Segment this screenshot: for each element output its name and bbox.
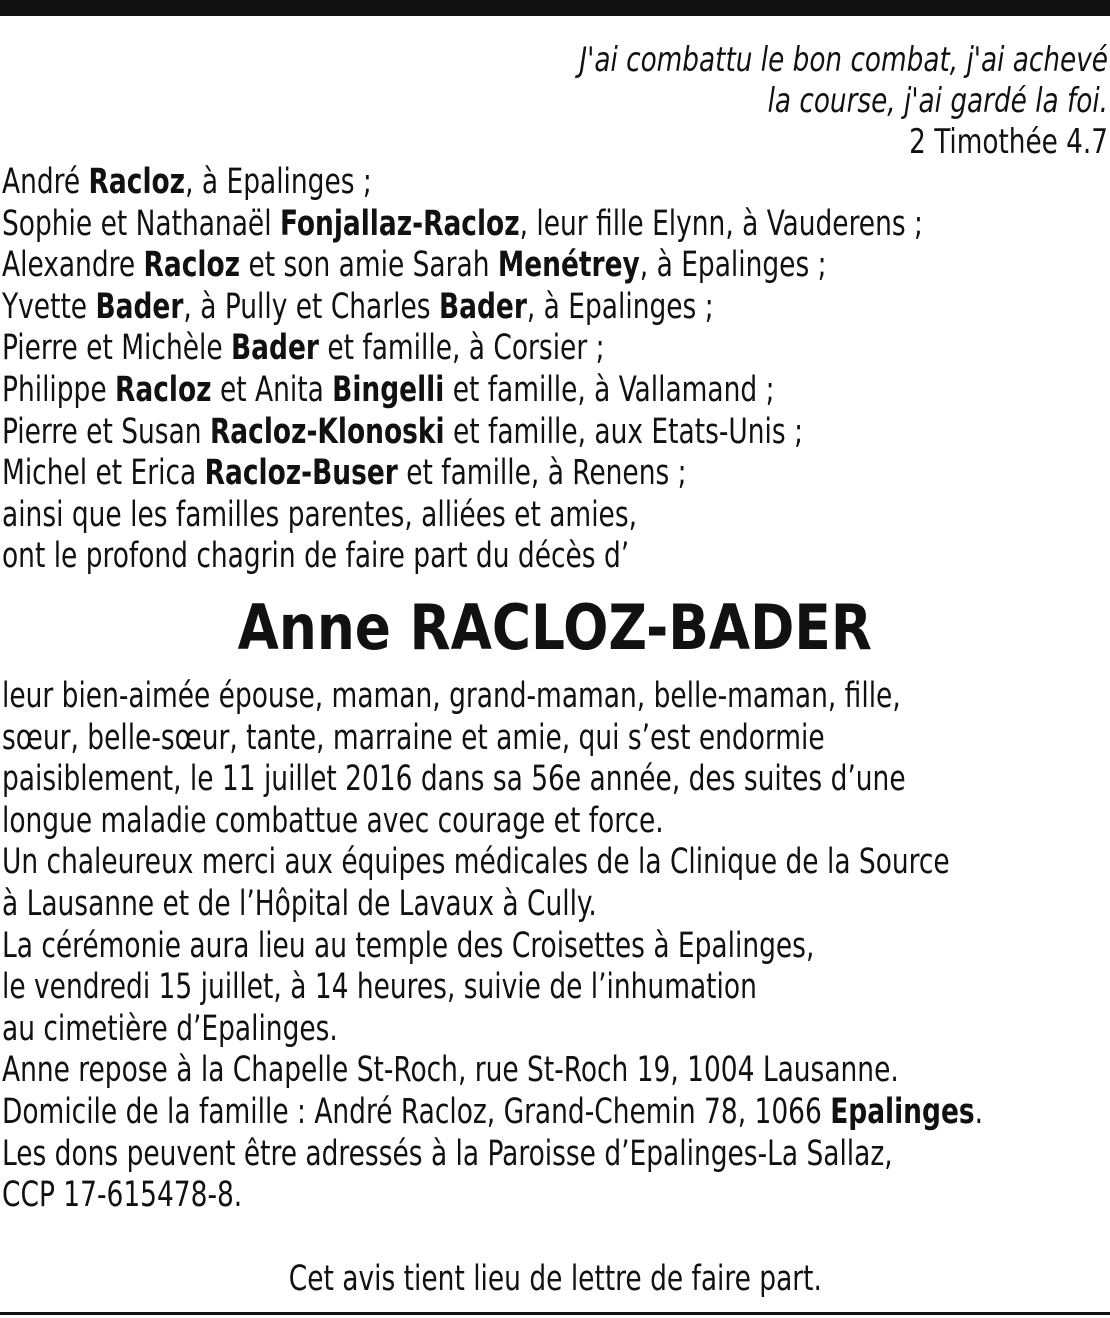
domicile-line: Domicile de la famille : André Racloz, Grand-Chemin 78, 1066 Epalinges. bbox=[2, 1091, 984, 1132]
body-line: Anne repose à la Chapelle St-Roch, rue St-Roch 19, 1004 Lausanne. bbox=[2, 1050, 899, 1091]
quote-line-1: J'ai combattu le bon combat, j'ai achevé bbox=[579, 40, 1108, 80]
notice-body bbox=[2, 676, 983, 1217]
family-line: Pierre et Susan Racloz-Klonoski et famille, aux Etats-Unis ; bbox=[2, 411, 803, 452]
family-line: Philippe Racloz et Anita Bingelli et famille, à Vallamand ; bbox=[2, 369, 775, 410]
family-list bbox=[2, 162, 923, 578]
family-line: Michel et Erica Racloz-Buser et famille, à Renens ; bbox=[2, 453, 687, 494]
donations-line: Les dons peuvent être adressés à la Paroisse d’Epalinges-La Sallaz, bbox=[2, 1133, 893, 1174]
family-line: ont le profond chagrin de faire part du décès d’ bbox=[2, 536, 630, 577]
body-line: paisiblement, le 11 juillet 2016 dans sa 56e année, des suites d’une bbox=[2, 759, 906, 800]
family-line: ainsi que les familles parentes, alliées et amies, bbox=[2, 494, 638, 535]
family-line: Yvette Bader, à Pully et Charles Bader, à Epalinges ; bbox=[2, 286, 714, 327]
body-line: longue maladie combattue avec courage et force. bbox=[2, 800, 664, 841]
family-line: André Racloz, à Epalinges ; bbox=[2, 162, 372, 202]
top-rule bbox=[0, 0, 1110, 16]
family-line: Alexandre Racloz et son amie Sarah Menétrey, à Epalinges ; bbox=[2, 245, 827, 286]
body-line: au cimetière d’Epalinges. bbox=[2, 1008, 338, 1049]
quote-reference: 2 Timothée 4.7 bbox=[909, 122, 1108, 162]
body-line: Un chaleureux merci aux équipes médicales de la Clinique de la Source bbox=[2, 842, 950, 883]
donations-line: CCP 17-615478-8. bbox=[2, 1175, 243, 1216]
body-line: leur bien-aimée épouse, maman, grand-maman, belle-maman, fille, bbox=[2, 676, 901, 716]
body-line: La cérémonie aura lieu au temple des Croisettes à Epalinges, bbox=[2, 925, 815, 966]
bottom-rule bbox=[0, 1312, 1110, 1315]
closing-note: Cet avis tient lieu de lettre de faire part. bbox=[288, 1259, 822, 1299]
quote-line-2: la course, j'ai gardé la foi. bbox=[767, 81, 1108, 121]
family-line: Sophie et Nathanaël Fonjallaz-Racloz, leur fille Elynn, à Vauderens ; bbox=[2, 203, 923, 244]
body-line: sœur, belle-sœur, tante, marraine et amie, qui s’est endormie bbox=[2, 717, 825, 758]
deceased-name: Anne RACLOZ-BADER bbox=[237, 591, 873, 664]
bible-quote bbox=[506, 40, 1108, 163]
family-line: Pierre et Michèle Bader et famille, à Corsier ; bbox=[2, 328, 605, 369]
body-line: le vendredi 15 juillet, à 14 heures, suivie de l’inhumation bbox=[2, 967, 757, 1008]
body-line: à Lausanne et de l’Hôpital de Lavaux à Cully. bbox=[2, 883, 597, 924]
